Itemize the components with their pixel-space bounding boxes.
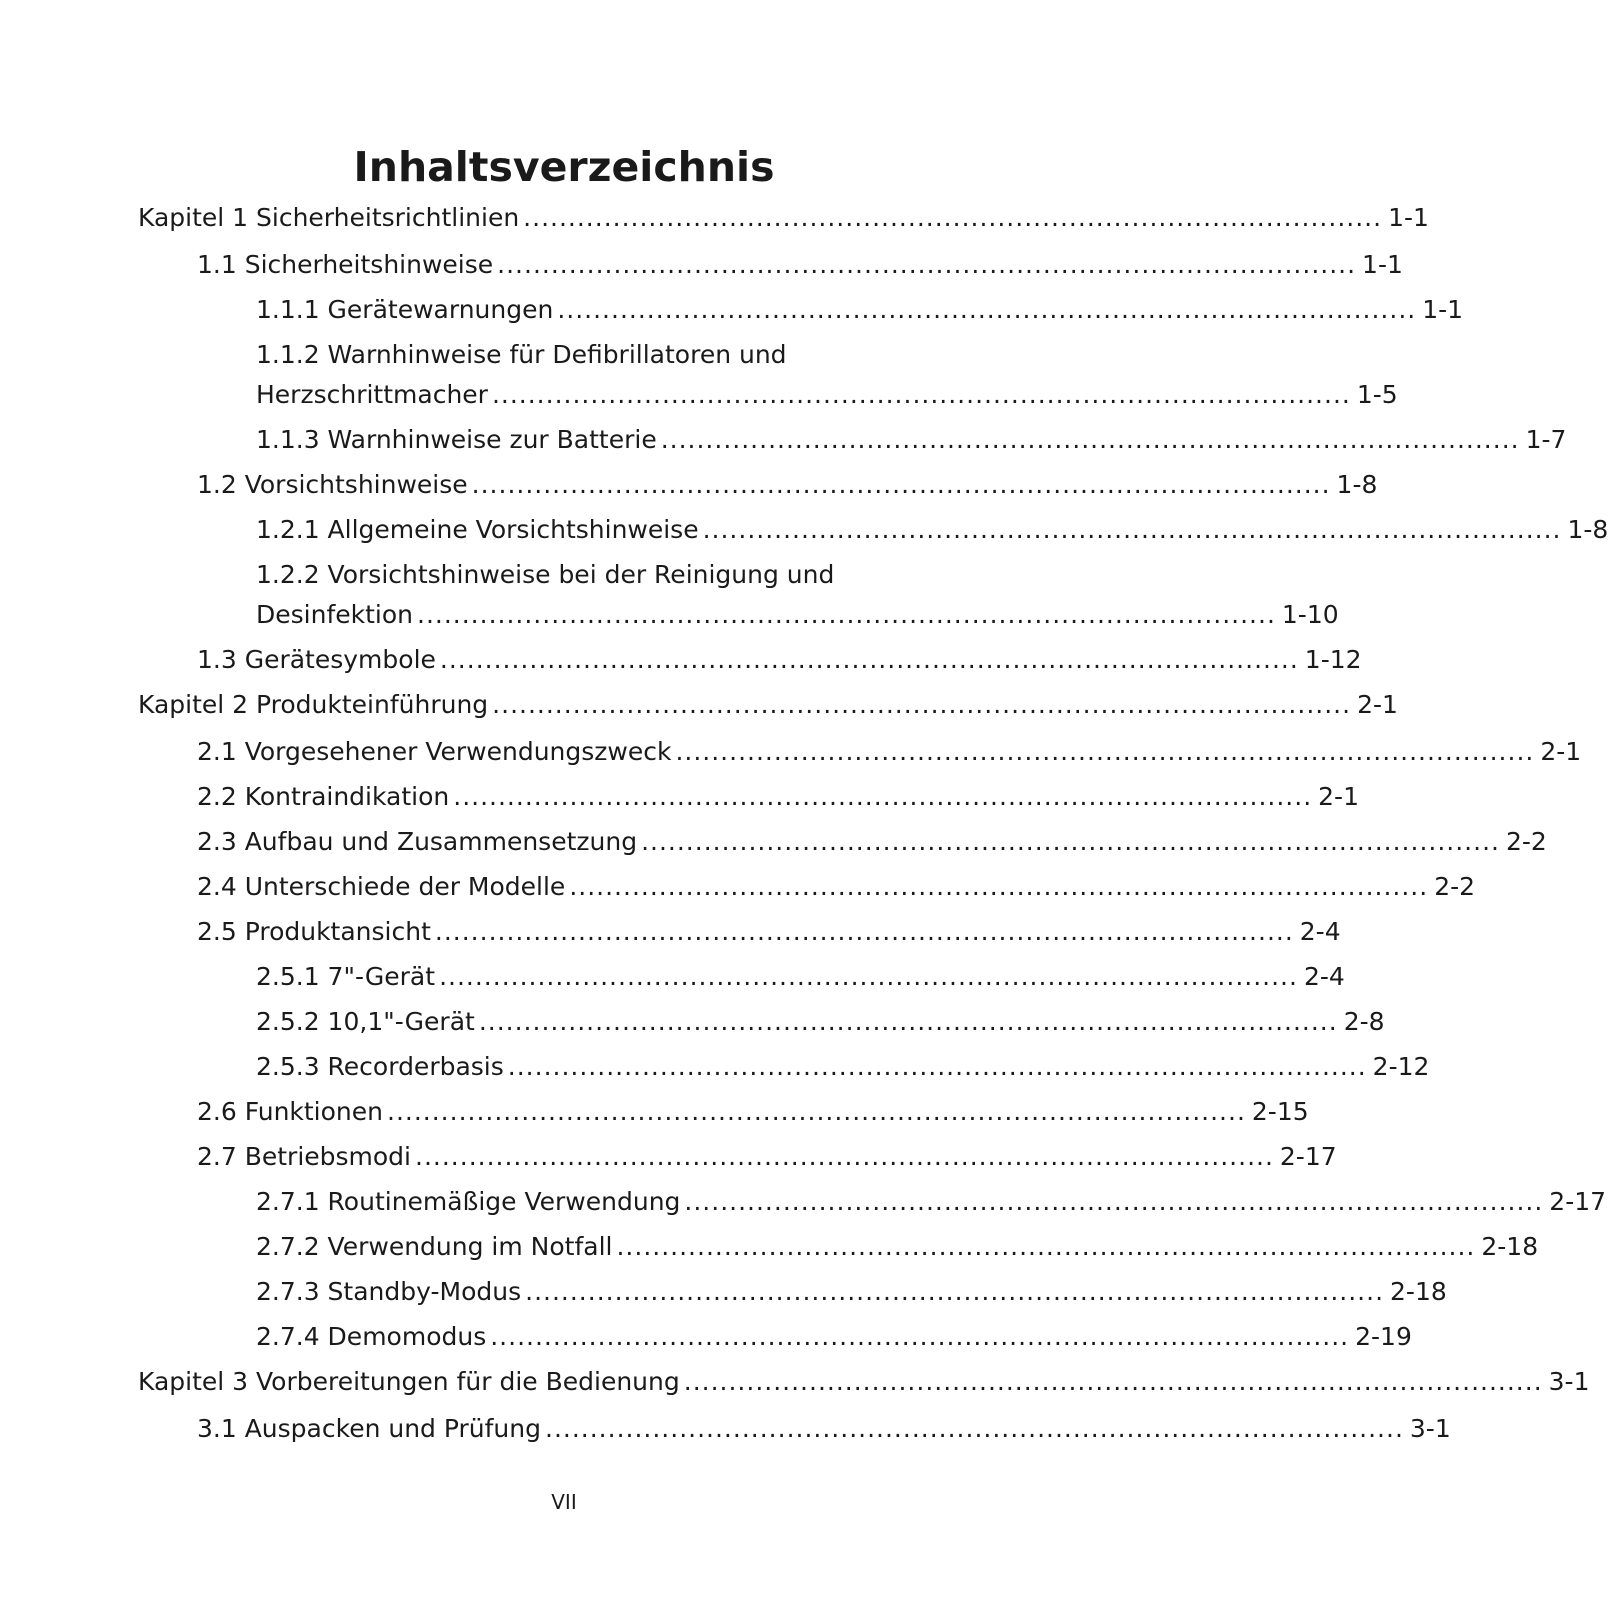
toc-entry-text: 1.1 Sicherheitshinweise bbox=[197, 250, 494, 279]
toc-entry-2-7[interactable] bbox=[197, 1137, 1337, 1177]
toc-entry-2-5-1[interactable] bbox=[256, 957, 1345, 997]
toc-entry-2-2[interactable] bbox=[197, 777, 1359, 817]
toc-entry-page: 2-18 bbox=[1390, 1277, 1447, 1306]
toc-entry-2-7-2[interactable] bbox=[256, 1227, 1539, 1267]
toc-entry-2-5-3[interactable] bbox=[256, 1047, 1430, 1087]
toc-entry-page: 2-12 bbox=[1372, 1052, 1430, 1081]
toc-entry-page: 2-8 bbox=[1343, 1007, 1385, 1036]
toc-entry-text: 2.4 Unterschiede der Modelle bbox=[197, 872, 566, 901]
toc-entry-page: 2-15 bbox=[1251, 1097, 1309, 1126]
toc-entry-page: 1-8 bbox=[1567, 515, 1608, 544]
toc-entry-2-7-3[interactable] bbox=[256, 1272, 1447, 1312]
toc-entry-page: 2-1 bbox=[1357, 690, 1398, 719]
toc-entry-text: 1.2 Vorsichtshinweise bbox=[197, 470, 468, 499]
toc-entry-page: 1-5 bbox=[1356, 380, 1398, 409]
toc-entry-text: 2.7 Betriebsmodi bbox=[197, 1142, 412, 1171]
toc-entry-2-7-4[interactable] bbox=[256, 1317, 1412, 1357]
toc-entry-page: 2-2 bbox=[1505, 827, 1547, 856]
toc-entry-text: 1.1.3 Warnhinweise zur Batterie bbox=[256, 425, 657, 454]
toc-entry-2-3[interactable] bbox=[197, 822, 1547, 862]
toc-leader-dots: ................................................................................................ bbox=[616, 1232, 1476, 1261]
toc-entry-page: 3-1 bbox=[1409, 1414, 1451, 1443]
toc-leader-dots: ................................................................................................ bbox=[417, 600, 1276, 629]
toc-leader-dots: ................................................................................................ bbox=[523, 203, 1383, 232]
toc-entry-text: Kapitel 1 Sicherheitsrichtlinien bbox=[138, 203, 520, 232]
toc-entry-chapter-1[interactable] bbox=[138, 198, 1429, 238]
toc-entry-text: 1.2.1 Allgemeine Vorsichtshinweise bbox=[256, 515, 699, 544]
toc-entry-page: 2-1 bbox=[1540, 737, 1582, 766]
toc-entry-text: 2.7.3 Standby-Modus bbox=[256, 1277, 522, 1306]
toc-leader-dots: ................................................................................................ bbox=[387, 1097, 1246, 1126]
toc-entry-text: 2.3 Aufbau und Zusammensetzung bbox=[197, 827, 638, 856]
toc-leader-dots: ................................................................................................ bbox=[507, 1052, 1367, 1081]
toc-entry-text: Desinfektion bbox=[256, 600, 413, 629]
toc-entry-1-1-3[interactable] bbox=[256, 420, 1567, 460]
toc-entry-page: 2-2 bbox=[1434, 872, 1476, 901]
toc-entry-2-1[interactable] bbox=[197, 732, 1582, 772]
toc-entry-text: 2.7.1 Routinemäßige Verwendung bbox=[256, 1187, 681, 1216]
toc-leader-dots: ................................................................................................ bbox=[557, 295, 1417, 324]
toc-leader-dots: ................................................................................................ bbox=[471, 470, 1331, 499]
toc-leader-dots: ................................................................................................ bbox=[453, 782, 1313, 811]
toc-entry-1-2-2[interactable] bbox=[256, 595, 1339, 635]
toc-entry-page: 1-1 bbox=[1388, 203, 1429, 232]
toc-leader-dots: ................................................................................................ bbox=[660, 425, 1520, 454]
toc-entry-page: 1-10 bbox=[1281, 600, 1339, 629]
toc-entry-text: 1.1.1 Gerätewarnungen bbox=[256, 295, 554, 324]
toc-entry-text: 2.5.3 Recorderbasis bbox=[256, 1052, 504, 1081]
toc-entry-text: 2.6 Funktionen bbox=[197, 1097, 383, 1126]
toc-entry-1-1-2[interactable] bbox=[256, 375, 1398, 415]
toc-entry-2-6[interactable] bbox=[197, 1092, 1309, 1132]
toc-entry-text: 2.1 Vorgesehener Verwendungszweck bbox=[197, 737, 672, 766]
toc-entry-2-5[interactable] bbox=[197, 912, 1341, 952]
toc-entry-1-2[interactable] bbox=[197, 465, 1378, 505]
toc-entry-chapter-3[interactable] bbox=[138, 1362, 1590, 1402]
toc-entry-page: 2-19 bbox=[1355, 1322, 1412, 1351]
toc-entry-page: 1-12 bbox=[1304, 645, 1362, 674]
toc-entry-2-4[interactable] bbox=[197, 867, 1476, 907]
toc-entry-text: Kapitel 2 Produkteinführung bbox=[138, 690, 489, 719]
toc-entry-page: 3-1 bbox=[1548, 1367, 1590, 1396]
toc-entry-1-1-2-line1[interactable]: 1.1.2 Warnhinweise für Defibrillatoren und bbox=[256, 340, 787, 369]
toc-leader-dots: ................................................................................................ bbox=[492, 690, 1352, 719]
toc-entry-text: 2.5.2 10,1"-Gerät bbox=[256, 1007, 475, 1036]
toc-leader-dots: ................................................................................................ bbox=[675, 737, 1535, 766]
toc-entry-1-2-2-line1[interactable]: 1.2.2 Vorsichtshinweise bei der Reinigung und bbox=[256, 560, 835, 589]
toc-entry-text: 1.3 Gerätesymbole bbox=[197, 645, 436, 674]
toc-entry-page: 2-1 bbox=[1318, 782, 1359, 811]
toc-leader-dots: ................................................................................................ bbox=[490, 1322, 1350, 1351]
toc-leader-dots: ................................................................................................ bbox=[684, 1187, 1544, 1216]
toc-entry-page: 1-8 bbox=[1336, 470, 1378, 499]
toc-entry-chapter-2[interactable] bbox=[138, 685, 1398, 725]
toc-leader-dots: ................................................................................................ bbox=[641, 827, 1500, 856]
toc-entry-1-3[interactable] bbox=[197, 640, 1362, 680]
toc-entry-text: 3.1 Auspacken und Prüfung bbox=[197, 1414, 541, 1443]
toc-leader-dots: ................................................................................................ bbox=[434, 917, 1294, 946]
toc-leader-dots: ................................................................................................ bbox=[439, 962, 1298, 991]
toc-leader-dots: ................................................................................................ bbox=[478, 1007, 1338, 1036]
toc-leader-dots: ................................................................................................ bbox=[525, 1277, 1385, 1306]
toc-entry-text: 2.5 Produktansicht bbox=[197, 917, 431, 946]
toc-entry-page: 2-4 bbox=[1303, 962, 1345, 991]
toc-leader-dots: ................................................................................................ bbox=[491, 380, 1351, 409]
toc-entry-1-2-1[interactable] bbox=[256, 510, 1608, 550]
toc-leader-dots: ................................................................................................ bbox=[569, 872, 1429, 901]
toc-leader-dots: ................................................................................................ bbox=[683, 1367, 1543, 1396]
toc-entry-text: 2.2 Kontraindikation bbox=[197, 782, 450, 811]
toc-leader-dots: ................................................................................................ bbox=[439, 645, 1299, 674]
toc-entry-text: Kapitel 3 Vorbereitungen für die Bedienung bbox=[138, 1367, 680, 1396]
toc-entry-2-5-2[interactable] bbox=[256, 1002, 1385, 1042]
toc-entry-text: Herzschrittmacher bbox=[256, 380, 488, 409]
toc-entry-page: 1-7 bbox=[1525, 425, 1567, 454]
toc-leader-dots: ................................................................................................ bbox=[497, 250, 1357, 279]
toc-leader-dots: ................................................................................................ bbox=[415, 1142, 1274, 1171]
toc-entry-page: 1-1 bbox=[1362, 250, 1403, 279]
toc-entry-2-7-1[interactable] bbox=[256, 1182, 1607, 1222]
toc-entry-text: 2.7.4 Demomodus bbox=[256, 1322, 487, 1351]
toc-entry-page: 2-18 bbox=[1481, 1232, 1539, 1261]
toc-entry-page: 2-17 bbox=[1279, 1142, 1337, 1171]
toc-entry-3-1[interactable] bbox=[197, 1409, 1451, 1449]
toc-leader-dots: ................................................................................................ bbox=[702, 515, 1562, 544]
toc-entry-text: 2.5.1 7"-Gerät bbox=[256, 962, 436, 991]
toc-entry-text: 2.7.2 Verwendung im Notfall bbox=[256, 1232, 613, 1261]
toc-entry-page: 2-4 bbox=[1299, 917, 1341, 946]
toc-entry-page: 1-1 bbox=[1422, 295, 1464, 324]
page-number-footer: VII bbox=[551, 1490, 577, 1514]
toc-entry-1-1-1[interactable] bbox=[256, 290, 1464, 330]
toc-leader-dots: ................................................................................................ bbox=[545, 1414, 1404, 1443]
page-title: Inhaltsverzeichnis bbox=[353, 143, 775, 191]
toc-entry-1-1[interactable] bbox=[197, 245, 1403, 285]
toc-entry-page: 2-17 bbox=[1549, 1187, 1607, 1216]
